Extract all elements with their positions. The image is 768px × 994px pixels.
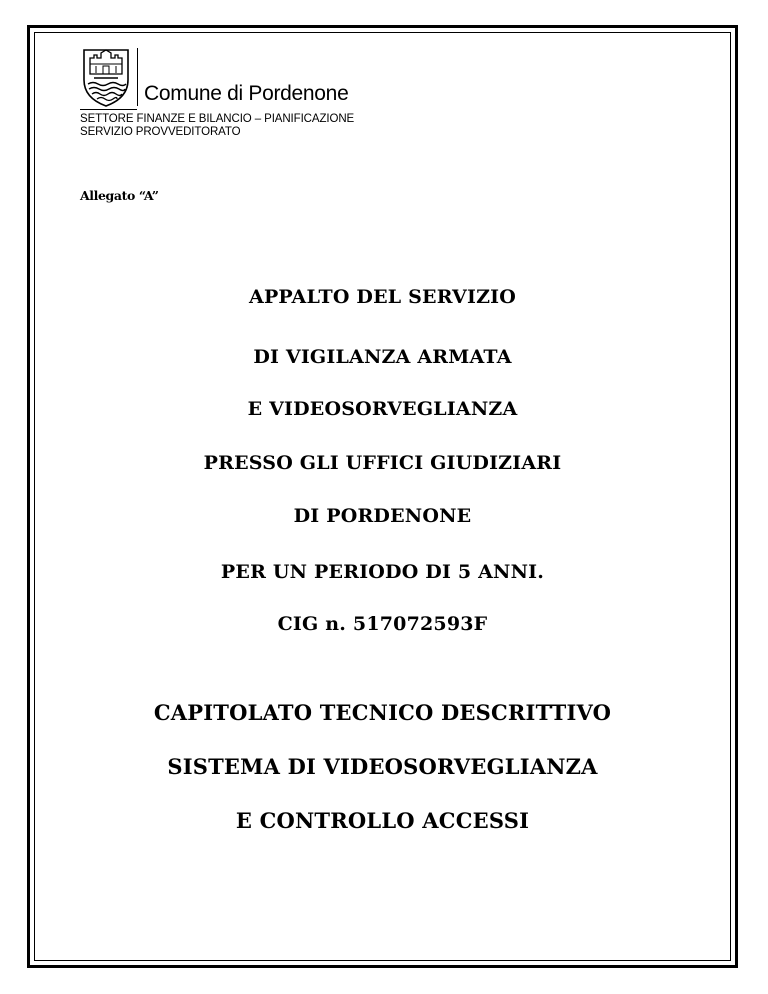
- department-line: SETTORE FINANZE E BILANCIO – PIANIFICAZIONE: [80, 113, 355, 125]
- title-line: DI PORDENONE: [293, 505, 472, 527]
- title-line: PRESSO GLI UFFICI GIUDIZIARI: [203, 452, 562, 474]
- attachment-label: Allegato “A”: [80, 188, 159, 203]
- title-line: APPALTO DEL SERVIZIO: [249, 286, 516, 308]
- title-line: PER UN PERIODO DI 5 ANNI.: [220, 561, 545, 583]
- department-line: SERVIZIO PROVVEDITORATO: [80, 126, 241, 138]
- title-line: DI VIGILANZA ARMATA: [253, 346, 512, 368]
- org-name: Comune di Pordenone: [144, 82, 349, 105]
- title-line: CIG n. 517072593F: [277, 613, 488, 635]
- subtitle-line: E CONTROLLO ACCESSI: [235, 808, 530, 833]
- title-line: E VIDEOSORVEGLIANZA: [247, 398, 518, 420]
- subtitle-line: CAPITOLATO TECNICO DESCRITTIVO: [153, 700, 612, 725]
- subtitle-line: SISTEMA DI VIDEOSORVEGLIANZA: [167, 754, 598, 779]
- document-title: [34, 0, 731, 994]
